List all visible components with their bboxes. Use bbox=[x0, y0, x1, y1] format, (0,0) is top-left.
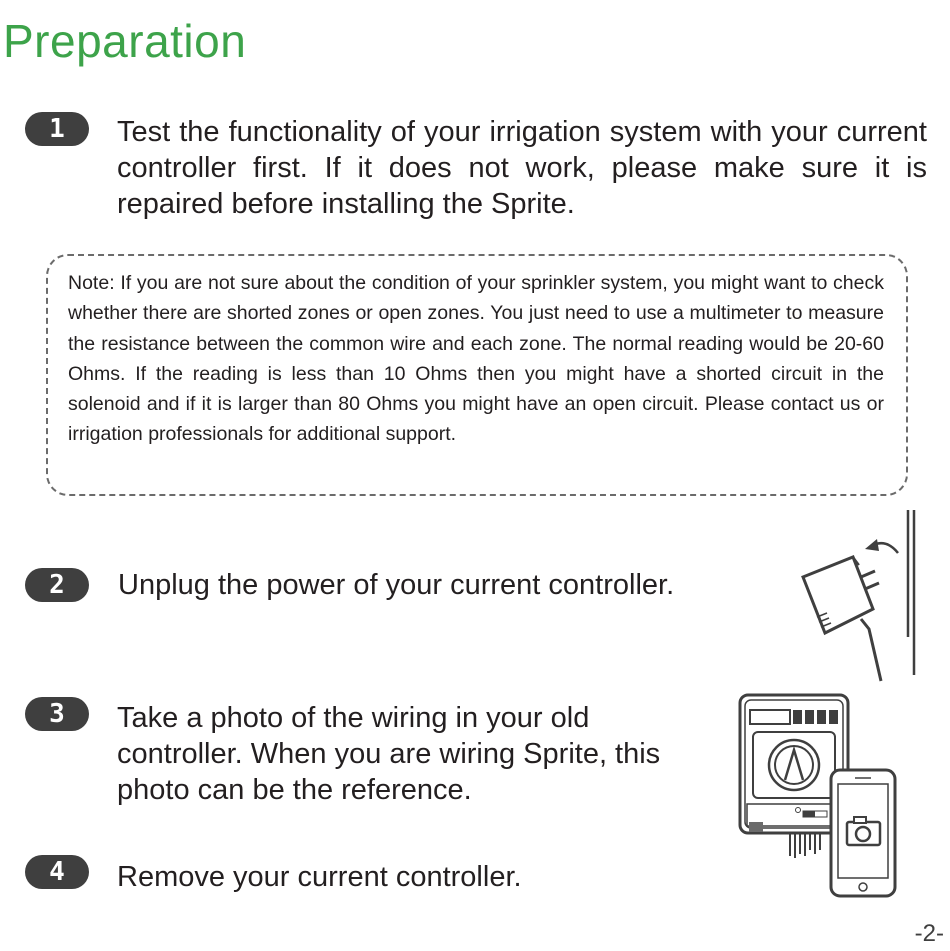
controller-photo-illustration bbox=[735, 690, 900, 900]
page-number: -2- bbox=[914, 920, 944, 947]
step-3-badge: 3 bbox=[25, 697, 89, 731]
step-1-text: Test the functionality of your irrigation system with your current controller first. If it does not work, please make sure it is repaired before installing the Sprite. bbox=[117, 116, 927, 220]
step-4-text: Remove your current controller. bbox=[117, 861, 522, 893]
note-text: Note: If you are not sure about the condition of your sprinkler system, you might want to check whether there are shorted zones or open zones. You just need to use a multimeter to measure the resistance between the common wire and each zone. The normal reading would be 20-60 Ohms. If the reading is less than 10 Ohms then you might have a shorted circuit in the solenoid and if it is larger than 80 Ohms you might have an open circuit. Please contact us or irrigation professionals for additional support. bbox=[68, 272, 884, 446]
step-1-badge: 1 bbox=[25, 112, 89, 146]
camera-icon bbox=[847, 817, 880, 845]
step-2-text: Unplug the power of your current controller. bbox=[118, 569, 675, 601]
step-3-text: Take a photo of the wiring in your old controller. When you are wiring Sprite, this photo can be the reference. bbox=[117, 702, 661, 806]
page-title: Preparation bbox=[3, 15, 247, 67]
step-2-badge: 2 bbox=[25, 568, 89, 602]
unplug-adapter-illustration bbox=[795, 505, 925, 685]
step-4-badge: 4 bbox=[25, 855, 89, 889]
